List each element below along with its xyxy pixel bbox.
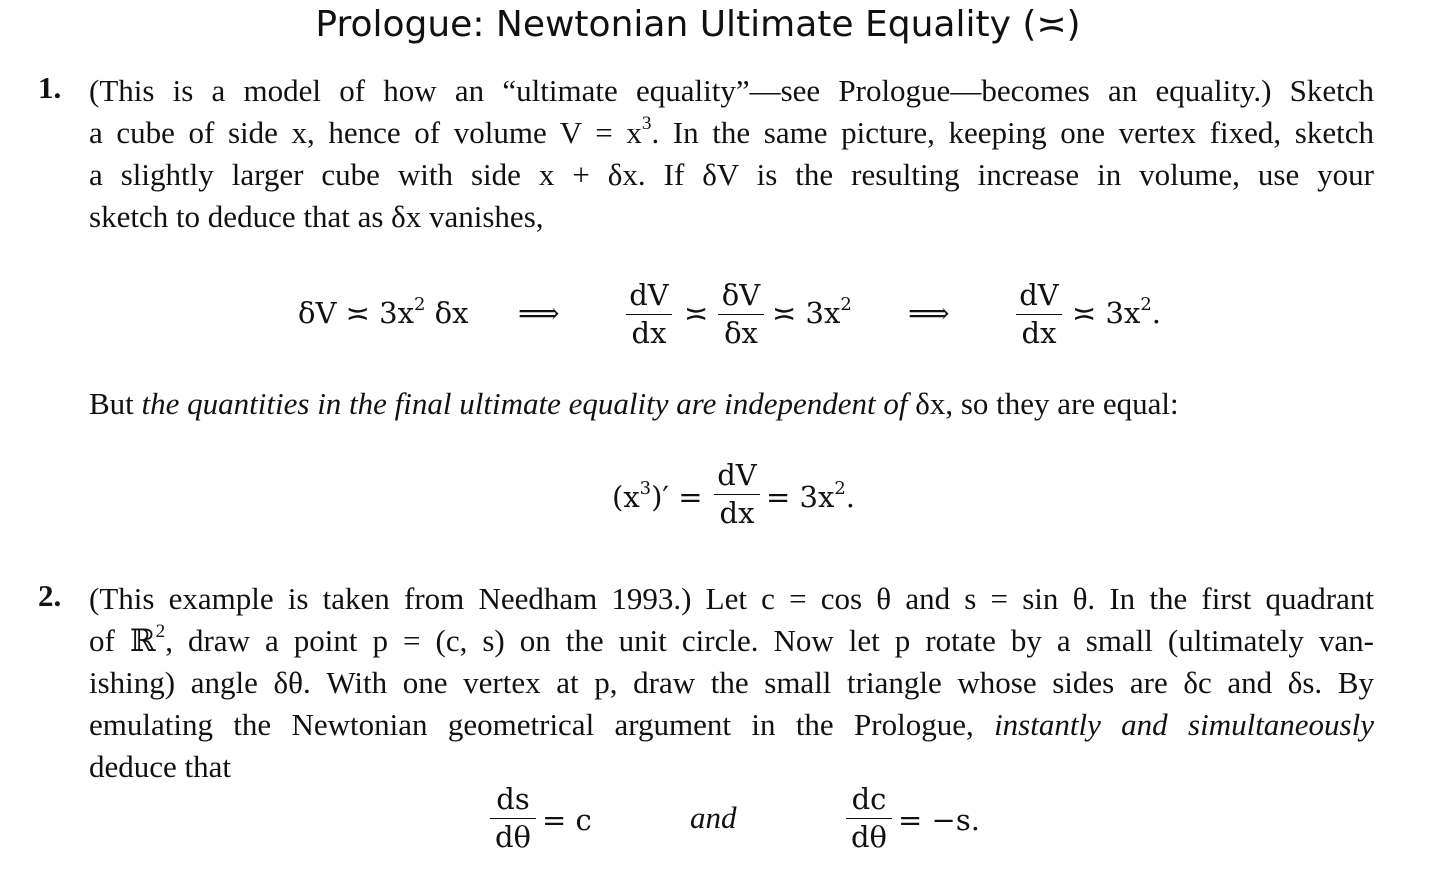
text-line: sketch to deduce that as δx vanishes,: [89, 199, 544, 234]
eq-lhs: $(x^3)'$ =: [612, 478, 703, 514]
eq-lhs: δV ≍ $3x^2$ δx: [298, 294, 469, 330]
eq-rhs-c: = c: [542, 803, 592, 837]
fraction-dV-dx: dV dx: [714, 459, 760, 529]
fraction-dc-dtheta: dc dθ: [846, 783, 892, 853]
eq-middle-rhs: ≍ $3x^2$: [772, 294, 852, 330]
problem-2: [38, 578, 1374, 788]
fraction-dV-dx: dV dx: [1016, 279, 1062, 349]
eq-rhs-minus-s: = −s.: [898, 803, 980, 837]
eq-rhs: ≍ $3x^2$.: [1072, 294, 1161, 330]
text-line: a cube of side x, hence of volume $V = x^3$. In the same picture, keeping one vertex fixed, sketch: [89, 113, 1374, 150]
fraction-ds-dtheta: ds dθ: [490, 783, 536, 853]
text-line: (This example is taken from Needham 1993.) Let c = cos θ and s = sin θ. In the first quadrant: [89, 581, 1374, 616]
problem-number: 1.: [38, 70, 62, 105]
eq-rhs: = $3x^2$.: [766, 478, 855, 514]
problem-text: [89, 70, 1374, 238]
section-heading: Prologue: Newtonian Ultimate Equality (≍): [315, 4, 1081, 45]
implies-arrow: ⟹: [908, 296, 950, 330]
problem-number: 2.: [38, 578, 62, 613]
fraction-deltaV-deltax: δV δx: [718, 279, 764, 349]
conclusion-sentence: But the quantities in the final ultimate equality are independent of δx, so they are equal:: [89, 386, 1179, 421]
and-word: and: [690, 800, 737, 835]
fraction-dV-dx: dV dx: [626, 279, 672, 349]
text-line: deduce that: [89, 749, 232, 784]
text-line: ishing) angle δθ. With one vertex at p, draw the small triangle whose sides are δc and δs. By: [89, 665, 1374, 700]
text-line: a slightly larger cube with side x + δx. If δV is the resulting increase in volume, use your: [89, 157, 1374, 192]
problem-1: [38, 70, 1374, 238]
asymp-sign: ≍: [684, 296, 709, 330]
implies-arrow: ⟹: [518, 296, 560, 330]
text-line: (This is a model of how an “ultimate equality”—see Prologue—becomes an equality.) Sketch: [89, 73, 1374, 108]
text-line: of ℝ$^2$, draw a point p = (c, s) on the unit circle. Now let p rotate by a small (ultimately van-: [89, 621, 1374, 658]
problem-text: [89, 578, 1374, 788]
text-line: emulating the Newtonian geometrical argument in the Prologue, instantly and simultaneously: [89, 707, 1374, 742]
